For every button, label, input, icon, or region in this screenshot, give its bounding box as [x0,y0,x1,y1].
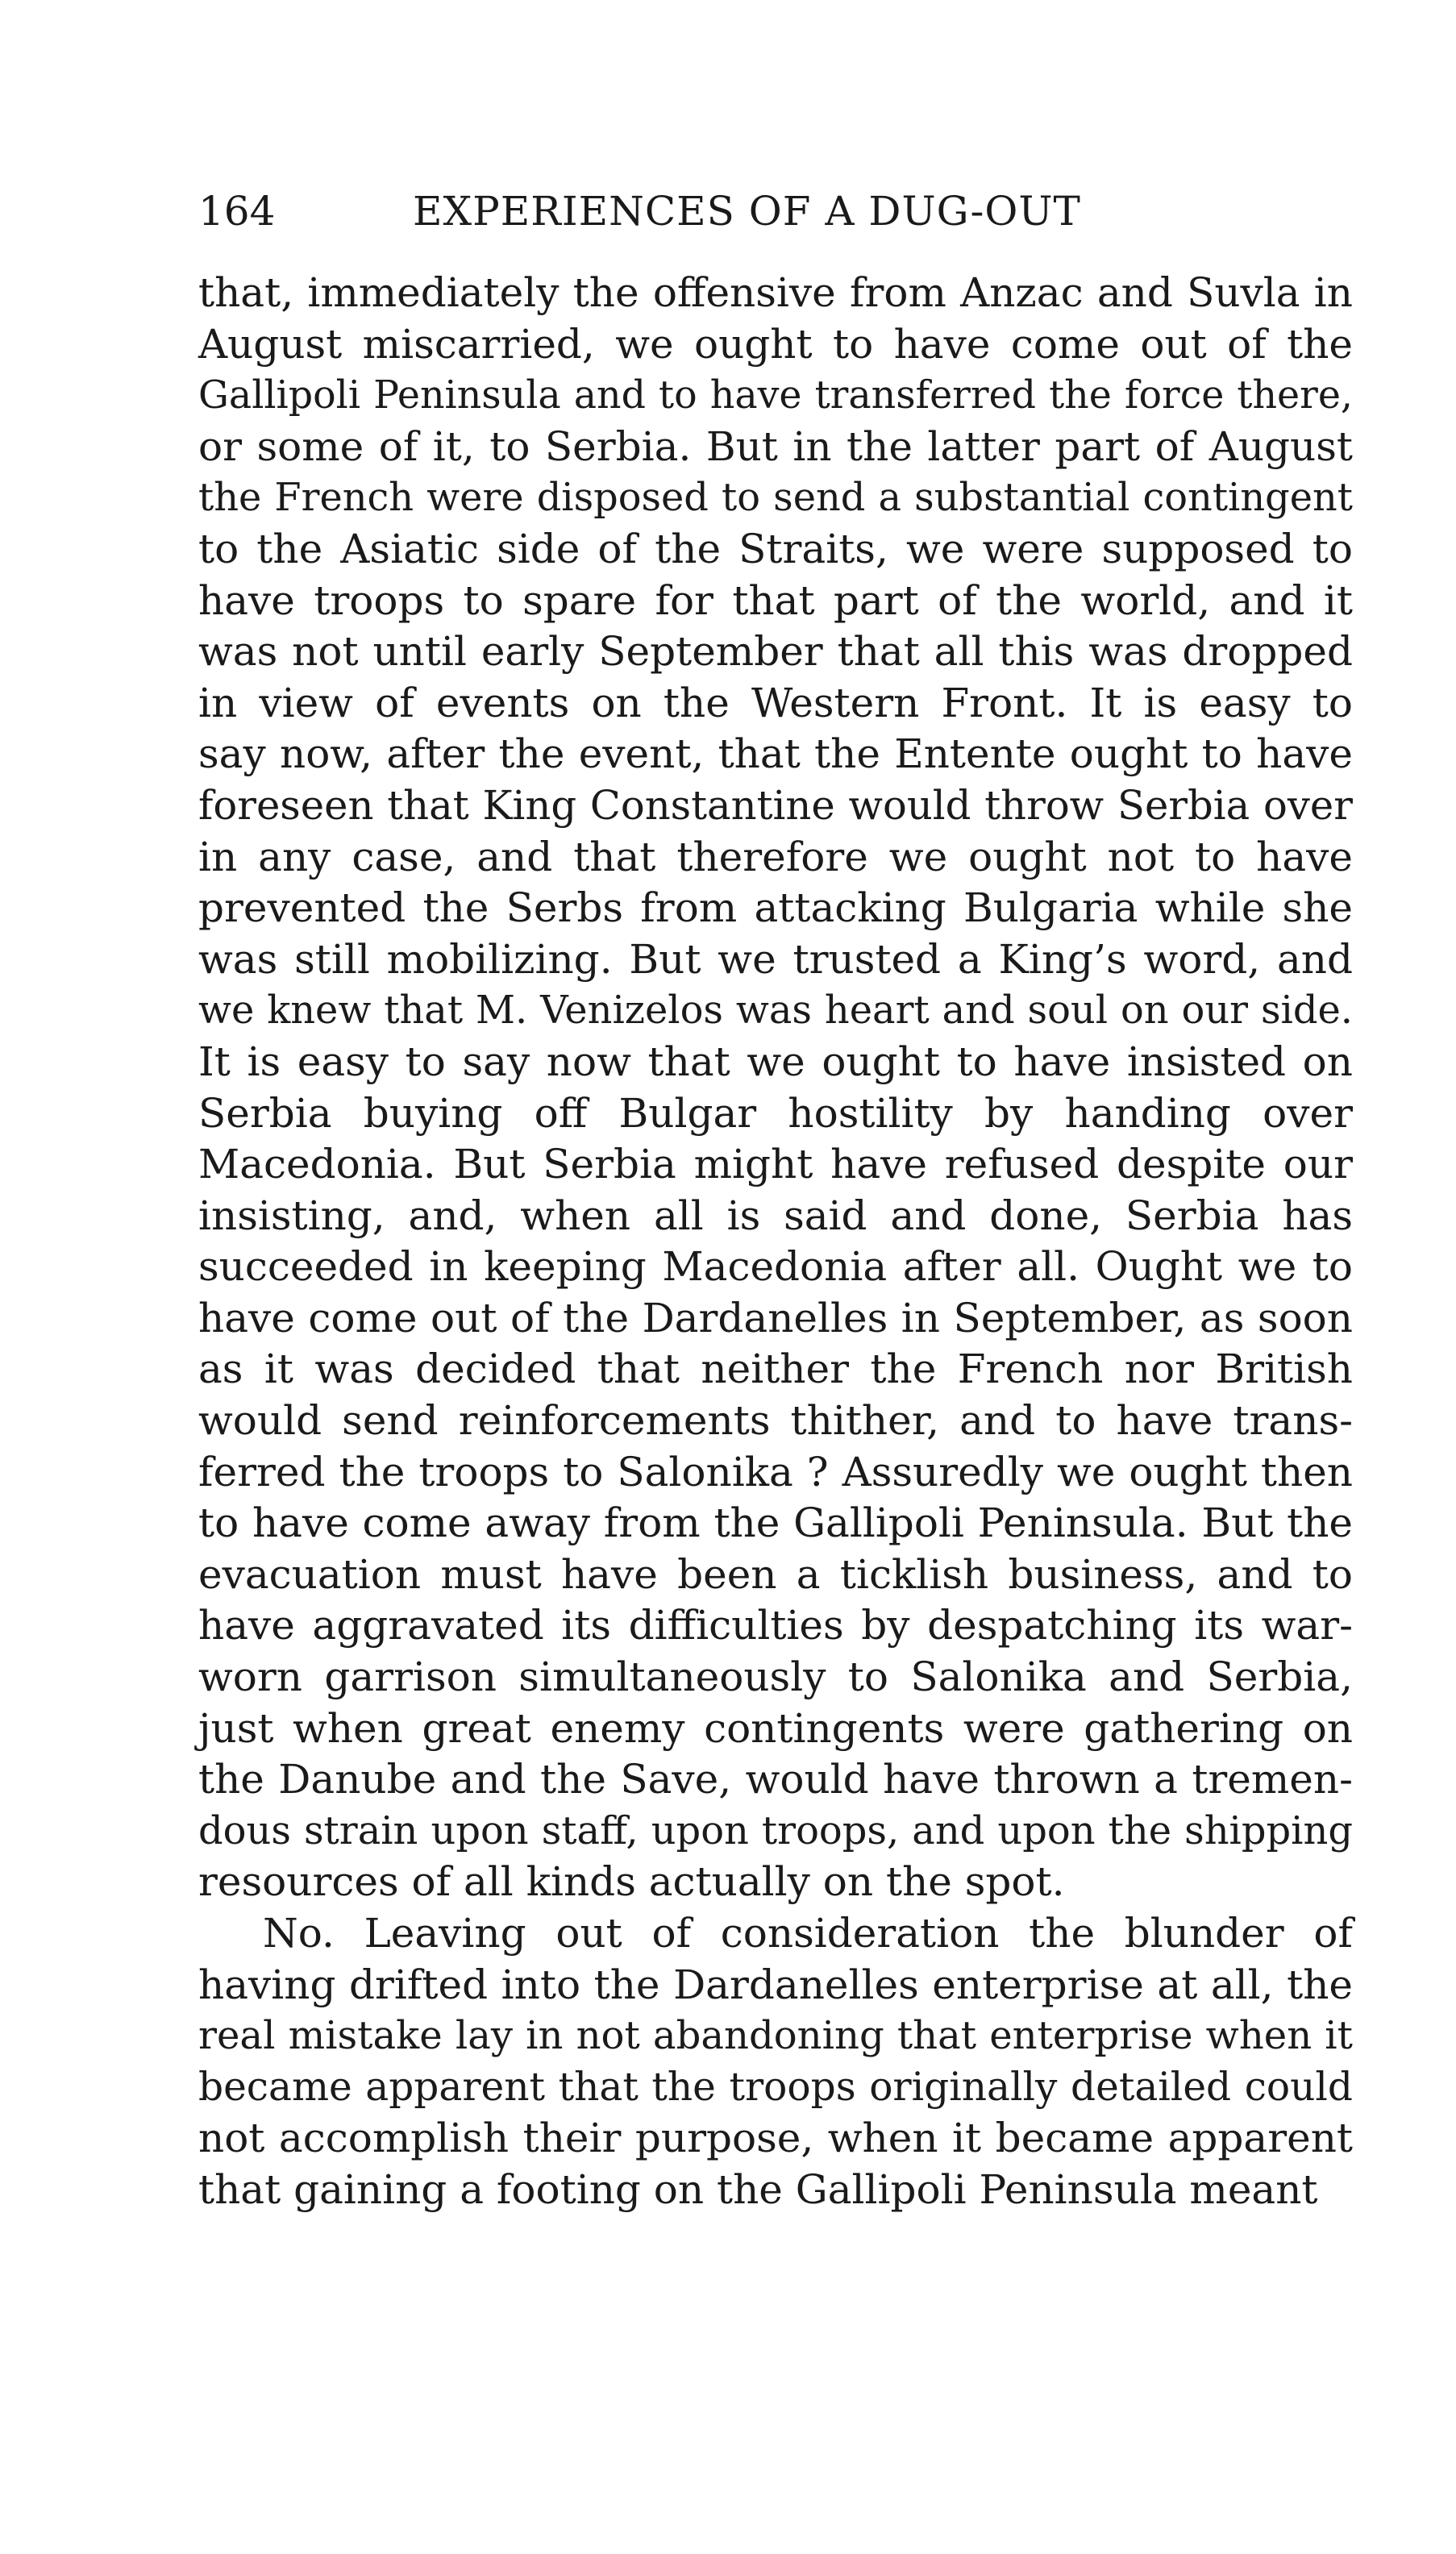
text-line: in view of events on the Western Front. It is easy to [198,679,1353,726]
text-line: we knew that M. Venizelos was heart and soul on our side. [198,988,1353,1034]
text-line: or some of it, to Serbia. But in the latter part of August [198,422,1353,470]
text-line: have come out of the Dardanelles in September, as soon [198,1294,1353,1341]
paragraph [198,1908,1353,2216]
text-line: August miscarried, we ought to have come out of the [198,320,1353,368]
text-line: the French were disposed to send a substantial contingent [198,476,1353,521]
text-line: evacuation must have been a ticklish business, and to [198,1550,1353,1598]
text-line: to have come away from the Gallipoli Peninsula. But the [198,1500,1353,1547]
text-line: It is easy to say now that we ought to have insisted on [198,1038,1353,1085]
text-line: as it was decided that neither the French nor British [198,1346,1353,1393]
text-line: foreseen that King Constantine would throw Serbia over [198,781,1353,829]
text-line: to the Asiatic side of the Straits, we were supposed to [198,525,1353,572]
text-line: real mistake lay in not abandoning that enterprise when it [198,2013,1353,2059]
text-line: became apparent that the troops originally detailed could [198,2064,1353,2110]
running-title: EXPERIENCES OF A DUG-OUT [413,188,1081,235]
page-number: 164 [198,188,276,235]
text-line: the Danube and the Save, would have thrown a tremen- [198,1756,1353,1803]
text-line: was not until early September that all this was dropped [198,628,1353,676]
text-line: ferred the troops to Salonika ? Assuredly we ought then [198,1448,1353,1495]
text-line: would send reinforcements thither, and to have trans- [198,1397,1353,1445]
text-line: was still mobilizing. But we trusted a King’s word, and [198,935,1353,983]
text-line: insisting, and, when all is said and done, Serbia has [198,1192,1353,1239]
text-line: prevented the Serbs from attacking Bulgaria while she [198,884,1353,932]
text-line: that gaining a footing on the Gallipoli Peninsula meant [198,2165,1318,2213]
text-line: dous strain upon staff, upon troops, and upon the shipping [198,1808,1353,1853]
text-line: just when great enemy contingents were gathering on [198,1704,1353,1752]
page-header [198,179,1353,243]
text-line: say now, after the event, that the Entente ought to have [198,730,1353,778]
text-line: No. Leaving out of consideration the blunder of [263,1910,1353,1957]
text-line: worn garrison simultaneously to Salonika and Serbia, [198,1653,1353,1701]
paragraph [198,268,1353,1908]
text-line: Serbia buying off Bulgar hostility by handing over [198,1089,1353,1137]
text-line: resources of all kinds actually on the spot. [198,1858,1065,1906]
text-line: that, immediately the offensive from Anzac and Suvla in [198,269,1353,316]
text-line: have aggravated its difficulties by despatching its war- [198,1602,1353,1649]
text-line: not accomplish their purpose, when it became apparent [198,2115,1353,2162]
body-text [198,268,1353,2216]
text-line: having drifted into the Dardanelles enterprise at all, the [198,1961,1353,2008]
text-line: have troops to spare for that part of the world, and it [198,576,1353,624]
text-line: succeeded in keeping Macedonia after all. Ought we to [198,1243,1353,1291]
text-line: Gallipoli Peninsula and to have transferred the force there, [198,373,1353,418]
text-line: Macedonia. But Serbia might have refused despite our [198,1141,1353,1188]
text-line: in any case, and that therefore we ought not to have [198,833,1353,880]
